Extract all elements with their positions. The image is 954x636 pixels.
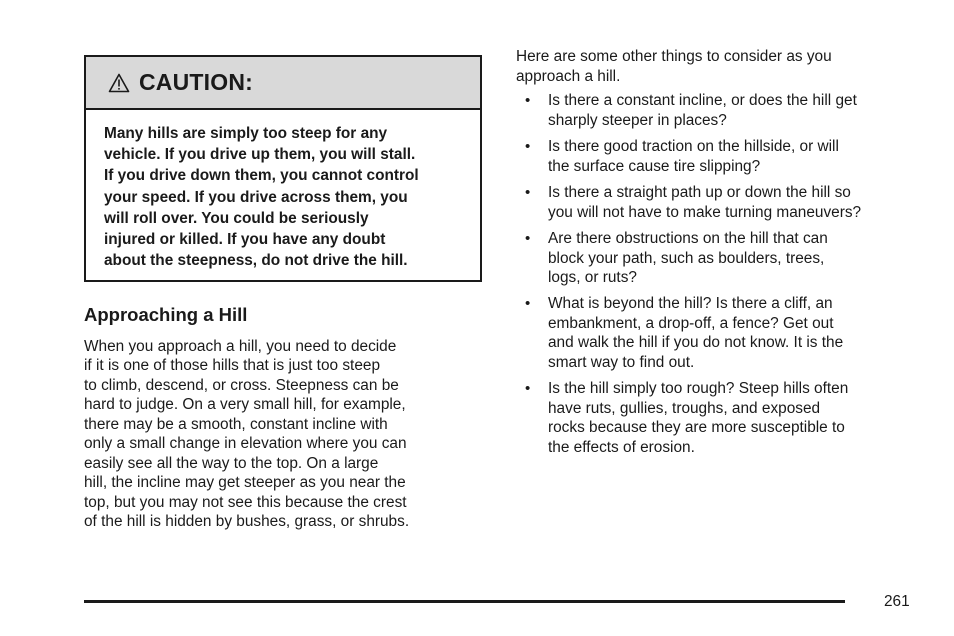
bullet-dot: • <box>525 295 531 312</box>
bullet-dot: • <box>525 230 531 247</box>
page-number: 261 <box>884 593 910 610</box>
caution-line: If you drive down them, you cannot control <box>104 167 419 185</box>
section-paragraph <box>84 337 409 532</box>
caution-line: vehicle. If you drive up them, you will stall. <box>104 146 416 164</box>
bullet-dot: • <box>525 138 531 155</box>
paragraph-line: to climb, descend, or cross. Steepness can be <box>84 376 399 394</box>
bullet-item <box>516 137 839 176</box>
caution-line: injured or killed. If you have any doubt <box>104 231 386 249</box>
bullet-line: block your path, such as boulders, trees, <box>548 249 825 267</box>
caution-header <box>86 57 480 110</box>
bullet-line: you will not have to make turning maneuvers? <box>548 203 862 221</box>
paragraph-line: top, but you may not see this because the crest <box>84 493 407 511</box>
paragraph-line: of the hill is hidden by bushes, grass, or shrubs. <box>84 513 410 531</box>
bullet-item <box>516 91 857 130</box>
paragraph-line: easily see all the way to the top. On a large <box>84 454 379 472</box>
bullet-line: What is beyond the hill? Is there a cliff, an <box>548 295 833 312</box>
bullet-line: logs, or ruts? <box>548 269 637 287</box>
bullet-line: and walk the hill if you do not know. It is the <box>548 334 844 352</box>
footer-rule <box>84 600 845 603</box>
bullet-item <box>516 294 843 372</box>
intro-line: Here are some other things to consider as you <box>516 48 832 65</box>
bullet-item <box>516 183 861 222</box>
paragraph-line: if it is one of those hills that is just too steep <box>84 357 380 375</box>
intro-line: approach a hill. <box>516 67 621 85</box>
paragraph-line: When you approach a hill, you need to decide <box>84 338 397 355</box>
section-heading: Approaching a Hill <box>84 304 248 325</box>
bullet-line: Is the hill simply too rough? Steep hills often <box>548 380 849 397</box>
bullet-line: Is there a straight path up or down the hill so <box>548 184 851 201</box>
bullet-line: sharply steeper in places? <box>548 111 727 129</box>
caution-line: your speed. If you drive across them, you <box>104 188 408 206</box>
paragraph-line: hard to judge. On a very small hill, for example, <box>84 396 406 414</box>
bullet-item <box>516 229 828 288</box>
paragraph-line: hill, the incline may get steeper as you near the <box>84 474 406 492</box>
considerations-column <box>516 47 862 456</box>
caution-title: CAUTION: <box>139 69 254 95</box>
paragraph-line: there may be a smooth, constant incline with <box>84 415 388 433</box>
caution-text <box>86 110 480 271</box>
bullet-line: rocks because they are more susceptible to <box>548 419 845 437</box>
caution-line: about the steepness, do not drive the hill. <box>104 252 408 270</box>
bullet-line: Is there good traction on the hillside, or will <box>548 138 839 155</box>
paragraph-line: only a small change in elevation where you can <box>84 435 407 453</box>
bullet-item <box>516 379 848 457</box>
considerations-intro <box>516 47 832 86</box>
bullet-line: Is there a constant incline, or does the hill get <box>548 92 857 109</box>
bullet-line: have ruts, gullies, troughs, and exposed <box>548 399 821 417</box>
caution-line: will roll over. You could be seriously <box>104 209 369 227</box>
caution-line: Many hills are simply too steep for any <box>104 125 388 142</box>
bullet-line: the surface cause tire slipping? <box>548 157 761 175</box>
warning-triangle-icon <box>108 73 130 93</box>
bullet-line: embankment, a drop-off, a fence? Get out <box>548 314 834 332</box>
bullet-line: Are there obstructions on the hill that can <box>548 230 828 247</box>
bullet-line: the effects of erosion. <box>548 438 695 456</box>
bullet-dot: • <box>525 380 531 397</box>
bullet-dot: • <box>525 184 531 201</box>
bullet-line: smart way to find out. <box>548 353 695 371</box>
bullet-dot: • <box>525 92 531 109</box>
caution-box <box>84 55 482 282</box>
